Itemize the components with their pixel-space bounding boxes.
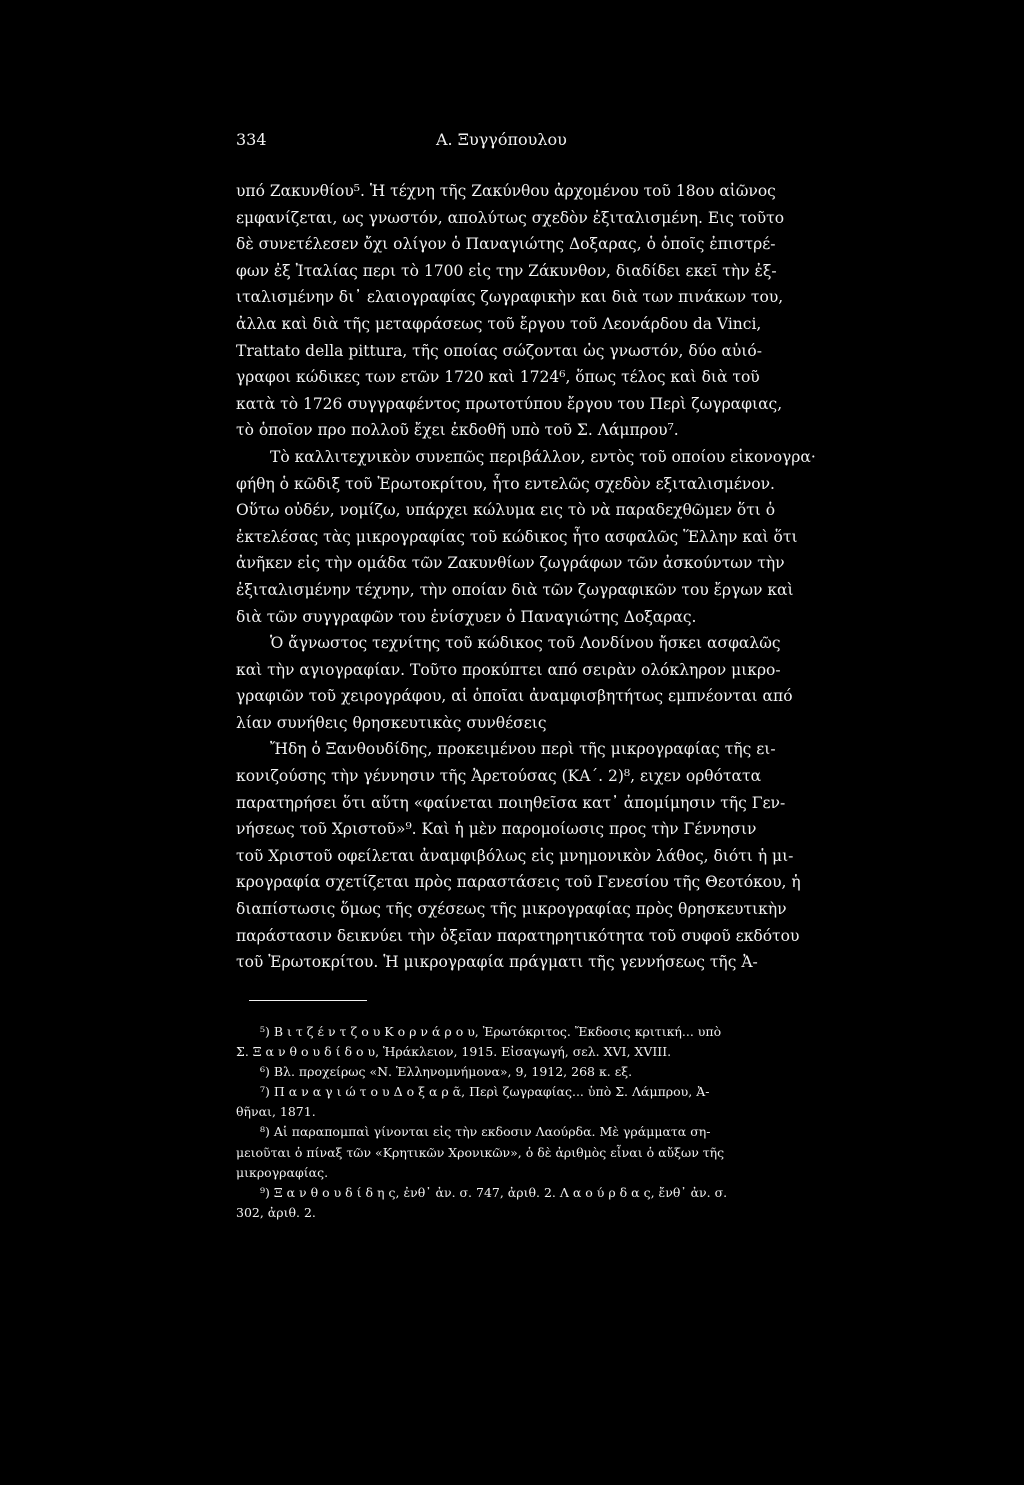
body-line: γραφιῶν τοῦ χειρογράφου, αἱ ὁποῖαι ἀναμφισβητήτως εμπνέονται από: [236, 687, 793, 706]
body-line: δὲ συνετέλεσεν ὄχι ολίγον ὁ Παναγιώτης Δοξαρας, ὁ ὁποῖς ἐπιστρέ-: [236, 235, 776, 254]
body-line: εμφανίζεται, ως γνωστόν, απολύτως σχεδὸν ἐξιταλισμένη. Εις τοῦτο: [236, 208, 785, 227]
body-line: καὶ τὴν αγιογραφίαν. Τοῦτο προκύπτει από σειρὰν ολόκληρον μικρο-: [236, 660, 781, 679]
body-line: ἐξιταλισμένην τέχνην, τὴν οποίαν διὰ τῶν ζωγραφικῶν του ἔργων καὶ: [236, 580, 794, 599]
body-line: νήσεως τοῦ Χριστοῦ»⁹. Καὶ ἡ μὲν παρομοίωσις προς τὴν Γέννησιν: [236, 820, 757, 839]
body-line: τοῦ Χριστοῦ οφείλεται ἀναμφιβόλως εἰς μνημονικὸν λάθος, διότι ἡ μι-: [236, 846, 794, 865]
footnote-line: μειοῦται ὁ πίναξ τῶν «Κρητικῶν Χρονικῶν», ὁ δὲ ἀριθμὸς εἶναι ὁ αὔξων τῆς: [236, 1144, 725, 1160]
footnote-line: ⁸) Αἱ παραπομπαὶ γίνονται εἰς τὴν εκδοσιν Λαούρδα. Μὲ γράμματα ση-: [260, 1124, 711, 1140]
footnote-line: ⁵) Β ι τ ζ έ ν τ ζ ο υ Κ ο ρ ν ά ρ ο υ, Ἐρωτόκριτος. Ἔκδοσις κριτική... υπὸ: [260, 1024, 722, 1039]
body-line: ιταλισμένην δι᾿ ελαιογραφίας ζωγραφικὴν και διὰ των πινάκων του,: [236, 288, 784, 307]
body-line: κρογραφία σχετίζεται πρὸς παραστάσεις τοῦ Γενεσίου τῆς Θεοτόκου, ἡ: [236, 873, 801, 892]
body-line: ἐκτελέσας τὰς μικρογραφίας τοῦ κώδικος ἦτο ασφαλῶς Ἕλλην καὶ ὅτι: [236, 527, 798, 546]
body-line: ἀλλα καὶ διὰ τῆς μεταφράσεως τοῦ ἔργου τοῦ Λεονάρδου da Vinci,: [236, 314, 762, 333]
body-line: τοῦ Ἐρωτοκρίτου. Ἡ μικρογραφία πράγματι τῆς γεννήσεως τῆς Ἀ-: [236, 953, 758, 972]
footnote-line: Σ. Ξ α ν θ ο υ δ ί δ ο υ, Ἡράκλειον, 1915. Εἰσαγωγή, σελ. XVI, XVIII.: [236, 1044, 672, 1060]
body-line: τὸ ὁποῖον προ πολλοῦ ἔχει ἐκδοθῆ υπὸ τοῦ Σ. Λάμπρου⁷.: [236, 421, 679, 440]
body-line: λίαν συνήθεις θρησκευτικὰς συνθέσεις: [236, 713, 547, 732]
footnote-line: ⁹) Ξ α ν θ ο υ δ ί δ η ς, ἐνθ᾿ ἀν. σ. 747, ἀριθ. 2. Λ α ο ύ ρ δ α ς, ἔνθ᾿ ἀν. σ.: [260, 1184, 728, 1200]
footnotes: [236, 1022, 728, 1223]
body-line: κατὰ τὸ 1726 συγγραφέντος πρωτοτύπου ἔργου του Περὶ ζωγραφιας,: [236, 394, 783, 413]
footnote-line: ⁷) Π α ν α γ ι ώ τ ο υ Δ ο ξ α ρ ᾶ, Περὶ ζωγραφίας... ὑπὸ Σ. Λάμπρου, Ἀ-: [260, 1084, 710, 1100]
body-line: Trattato della pittura, τῆς οποίας σώζονται ὡς γνωστόν, δύο αὐιό-: [236, 341, 762, 360]
body-line: Οὕτω οὐδέν, νομίζω, υπάρχει κώλυμα εις τὸ νὰ παραδεχθῶμεν ὅτι ὁ: [236, 501, 776, 520]
body-line: διαπίστωσις ὅμως τῆς σχέσεως τῆς μικρογραφίας πρὸς θρησκευτικὴν: [236, 900, 787, 919]
body-line: Ὁ ἄγνωστος τεχνίτης τοῦ κώδικος τοῦ Λονδίνου ἤσκει ασφαλῶς: [270, 634, 781, 653]
body-line: παρατηρήσει ὅτι αὕτη «φαίνεται ποιηθεῖσα κατ᾿ ἀπομίμησιν τῆς Γεν-: [236, 793, 786, 812]
page-number: 334: [236, 130, 267, 149]
footnote-line: 302, ἀριθ. 2.: [236, 1204, 316, 1220]
body-line: φων ἐξ Ἰταλίας περι τὸ 1700 εἰς την Ζάκυνθον, διαδίδει εκεῖ τὴν ἐξ-: [236, 261, 777, 280]
body-line: φήθη ὁ κῶδιξ τοῦ Ἐρωτοκρίτου, ἦτο εντελῶς σχεδὸν εξιταλισμένον.: [236, 474, 775, 493]
body-line: διὰ τῶν συγγραφῶν του ἐνίσχυεν ὁ Παναγιώτης Δοξαρας.: [236, 607, 697, 626]
page-header: [236, 130, 706, 154]
body-text: [236, 178, 816, 976]
body-line: Ἤδη ὁ Ξανθουδίδης, προκειμένου περὶ τῆς μικρογραφίας τῆς ει-: [270, 740, 776, 759]
running-head: Α. Ξυγγόπουλου: [436, 130, 567, 149]
footnote-line: μικρογραφίας.: [236, 1164, 329, 1180]
body-line: ἀνῆκεν εἰς τὴν ομάδα τῶν Ζακυνθίων ζωγράφων τῶν ἀσκούντων τὴν: [236, 554, 785, 573]
body-line: παράστασιν δεικνύει τὴν ὀξεῖαν παρατηρητικότητα τοῦ συφοῦ εκδότου: [236, 926, 800, 945]
body-line: υπό Ζακυνθίου⁵. Ἡ τέχνη τῆς Ζακύνθου ἀρχομένου τοῦ 18ου αἰῶνος: [236, 182, 776, 200]
footnote-line: ⁶) Βλ. προχείρως «Ν. Ἑλληνομνήμονα», 9, 1912, 268 κ. εξ.: [260, 1064, 633, 1080]
body-line: γραφοι κώδικες των ετῶν 1720 καὶ 1724⁶, ὅπως τέλος καὶ διὰ τοῦ: [236, 368, 760, 387]
body-line: Τὸ καλλιτεχνικὸν συνεπῶς περιβάλλον, εντὸς τοῦ οποίου εἰκονογρα·: [270, 447, 816, 466]
footnote-line: θῆναι, 1871.: [236, 1104, 316, 1120]
footnote-separator: [249, 1000, 367, 1001]
body-line: κονιζούσης τὴν γέννησιν τῆς Ἀρετούσας (ΚΑ΄. 2)⁸, ειχεν ορθότατα: [236, 767, 762, 786]
